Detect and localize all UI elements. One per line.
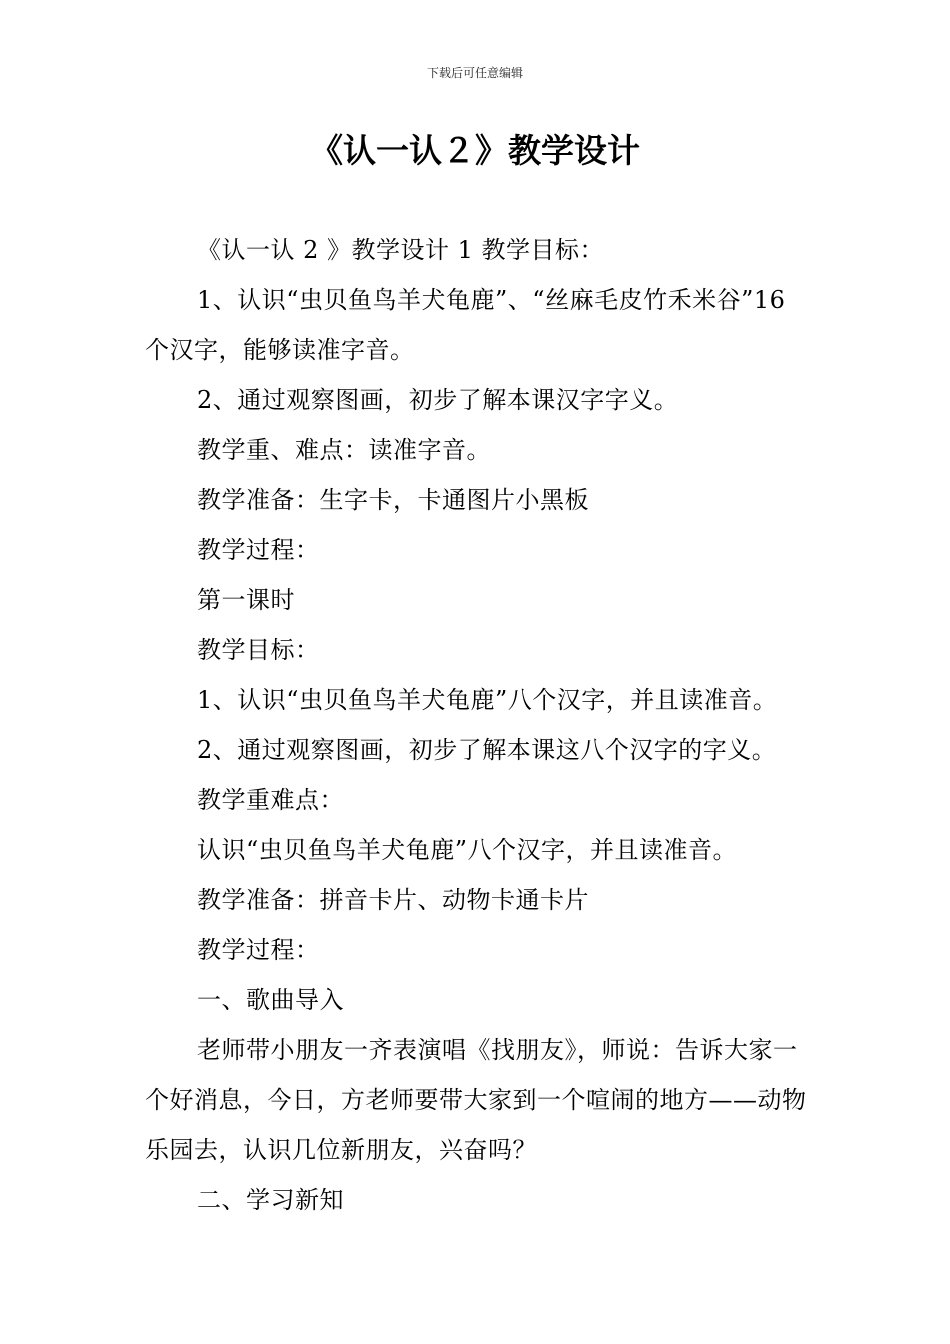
- header-note: 下载后可任意编辑: [426, 66, 523, 80]
- paragraph-intro: 《认一认 2 》教学设计 1 教学目标：: [197, 236, 605, 264]
- paragraph-lesson-objective-2: 2、通过观察图画，初步了解本课这八个汉字的字义。: [197, 736, 777, 764]
- paragraph-lesson-objective-1: 1、认识“虫贝鱼鸟羊犬龟鹿”八个汉字，并且读准音。: [197, 686, 778, 714]
- paragraph-lesson-preparation: 教学准备：拼音卡片、动物卡通卡片: [197, 886, 589, 914]
- paragraph-key-points: 教学重、难点：读准字音。: [197, 436, 491, 464]
- paragraph-section-2: 二、学习新知: [197, 1186, 344, 1214]
- paragraph-objective-2: 2、通过观察图画，初步了解本课汉字字义。: [197, 386, 679, 414]
- paragraph-first-lesson: 第一课时: [197, 586, 295, 614]
- paragraph-preparation: 教学准备：生字卡，卡通图片小黑板: [197, 486, 589, 514]
- document-body: [145, 225, 813, 1225]
- paragraph-difficulty: 认识“虫贝鱼鸟羊犬龟鹿”八个汉字，并且读准音。: [197, 836, 738, 864]
- paragraph-objective-1: 1、认识“虫贝鱼鸟羊犬龟鹿”、“丝麻毛皮竹禾米谷”16 个汉字，能够读准字音。: [145, 286, 786, 364]
- paragraph-lesson-process: 教学过程：: [197, 936, 320, 964]
- paragraph-section-1: 一、歌曲导入: [197, 986, 344, 1014]
- paragraph-lesson-objectives: 教学目标：: [197, 636, 320, 664]
- document-title: 《认一认２》教学设计: [310, 131, 640, 170]
- paragraph-difficulty-heading: 教学重难点：: [197, 786, 344, 814]
- paragraph-song-intro: 老师带小朋友一齐表演唱《找朋友》，师说：告诉大家一个好消息，今日，方老师要带大家到一个喧闹的地方——动物乐园去，认识几位新朋友，兴奋吗？: [145, 1036, 807, 1164]
- paragraph-process-heading: 教学过程：: [197, 536, 320, 564]
